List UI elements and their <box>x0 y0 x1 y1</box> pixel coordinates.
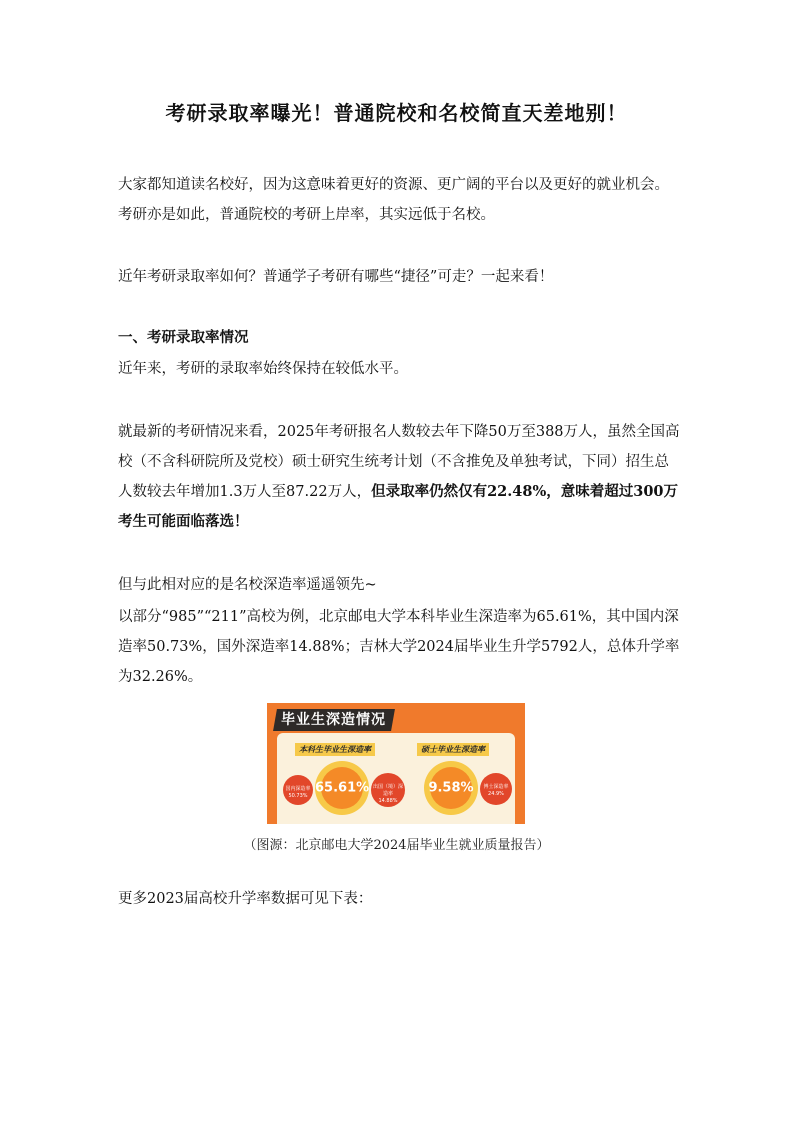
domestic-rate-value: 50.73% <box>288 793 308 799</box>
master-detail-circle <box>480 773 512 805</box>
article-title: 考研录取率曝光！普通院校和名校简直天差地别！ <box>165 101 628 125</box>
abroad-rate-circle <box>371 773 405 807</box>
intro-paragraph: 大家都知道读名校好，因为这意味着更好的资源、更广阔的平台以及更好的就业机会。考研亦是如此，普通院校的考研上岸率，其实远低于名校。 <box>118 177 669 223</box>
latest-stats-text: 就最新的考研情况来看，2025年考研报名人数较去年下降50万至388万人，虽然全国高校（不含科研院所及党校）硕士研究生统考计划（不含推免及单独考试，下同）招生总人数较去年增加1.3万人至87.22万人， <box>118 424 680 500</box>
undergrad-rate-value: 65.61% <box>315 780 370 796</box>
top-schools-paragraph: 但与此相对应的是名校深造率遥遥领先~ <box>118 577 377 593</box>
figure-caption: （图源：北京邮电大学2024届毕业生就业质量报告） <box>243 838 550 853</box>
domestic-rate-label: 国内深造率 <box>285 786 311 792</box>
more-data-paragraph: 更多2023届高校升学率数据可见下表： <box>118 891 373 907</box>
question-paragraph: 近年考研录取率如何？普通学子考研有哪些“捷径”可走？一起来看！ <box>118 269 554 285</box>
latest-stats-paragraph <box>118 417 683 537</box>
section-heading-admission-rate: 一、考研录取率情况 <box>118 329 249 346</box>
master-rate-ring <box>424 761 478 815</box>
master-detail-value: 24.9% <box>488 791 504 797</box>
examples-paragraph: 以部分“985”“211”高校为例，北京邮电大学本科毕业生深造率为65.61%，其中国内深造率50.73%，国外深造率14.88%；吉林大学2024届毕业生升学5792人，总体升学率为32.26%。 <box>118 609 680 685</box>
master-rate-label: 硕士毕业生深造率 <box>417 743 489 756</box>
figure-banner-title: 毕业生深造情况 <box>281 712 386 728</box>
undergrad-rate-label: 本科生毕业生深造率 <box>295 743 375 756</box>
domestic-rate-circle <box>283 775 313 805</box>
abroad-rate-label: 出国（境）深造率 <box>372 784 403 797</box>
admission-rate-highlight: 但录取率仍然仅有22.48%，意味着超过300万考生可能面临落选！ <box>118 483 679 530</box>
undergrad-rate-ring <box>315 761 369 815</box>
low-rate-paragraph: 近年来，考研的录取率始终保持在较低水平。 <box>118 361 408 377</box>
master-detail-label: 博士深造率 <box>483 784 509 790</box>
figure-panel <box>277 733 515 824</box>
master-rate-value: 9.58% <box>428 780 474 796</box>
graduate-study-figure <box>267 703 525 824</box>
abroad-rate-value: 14.88% <box>378 798 398 804</box>
